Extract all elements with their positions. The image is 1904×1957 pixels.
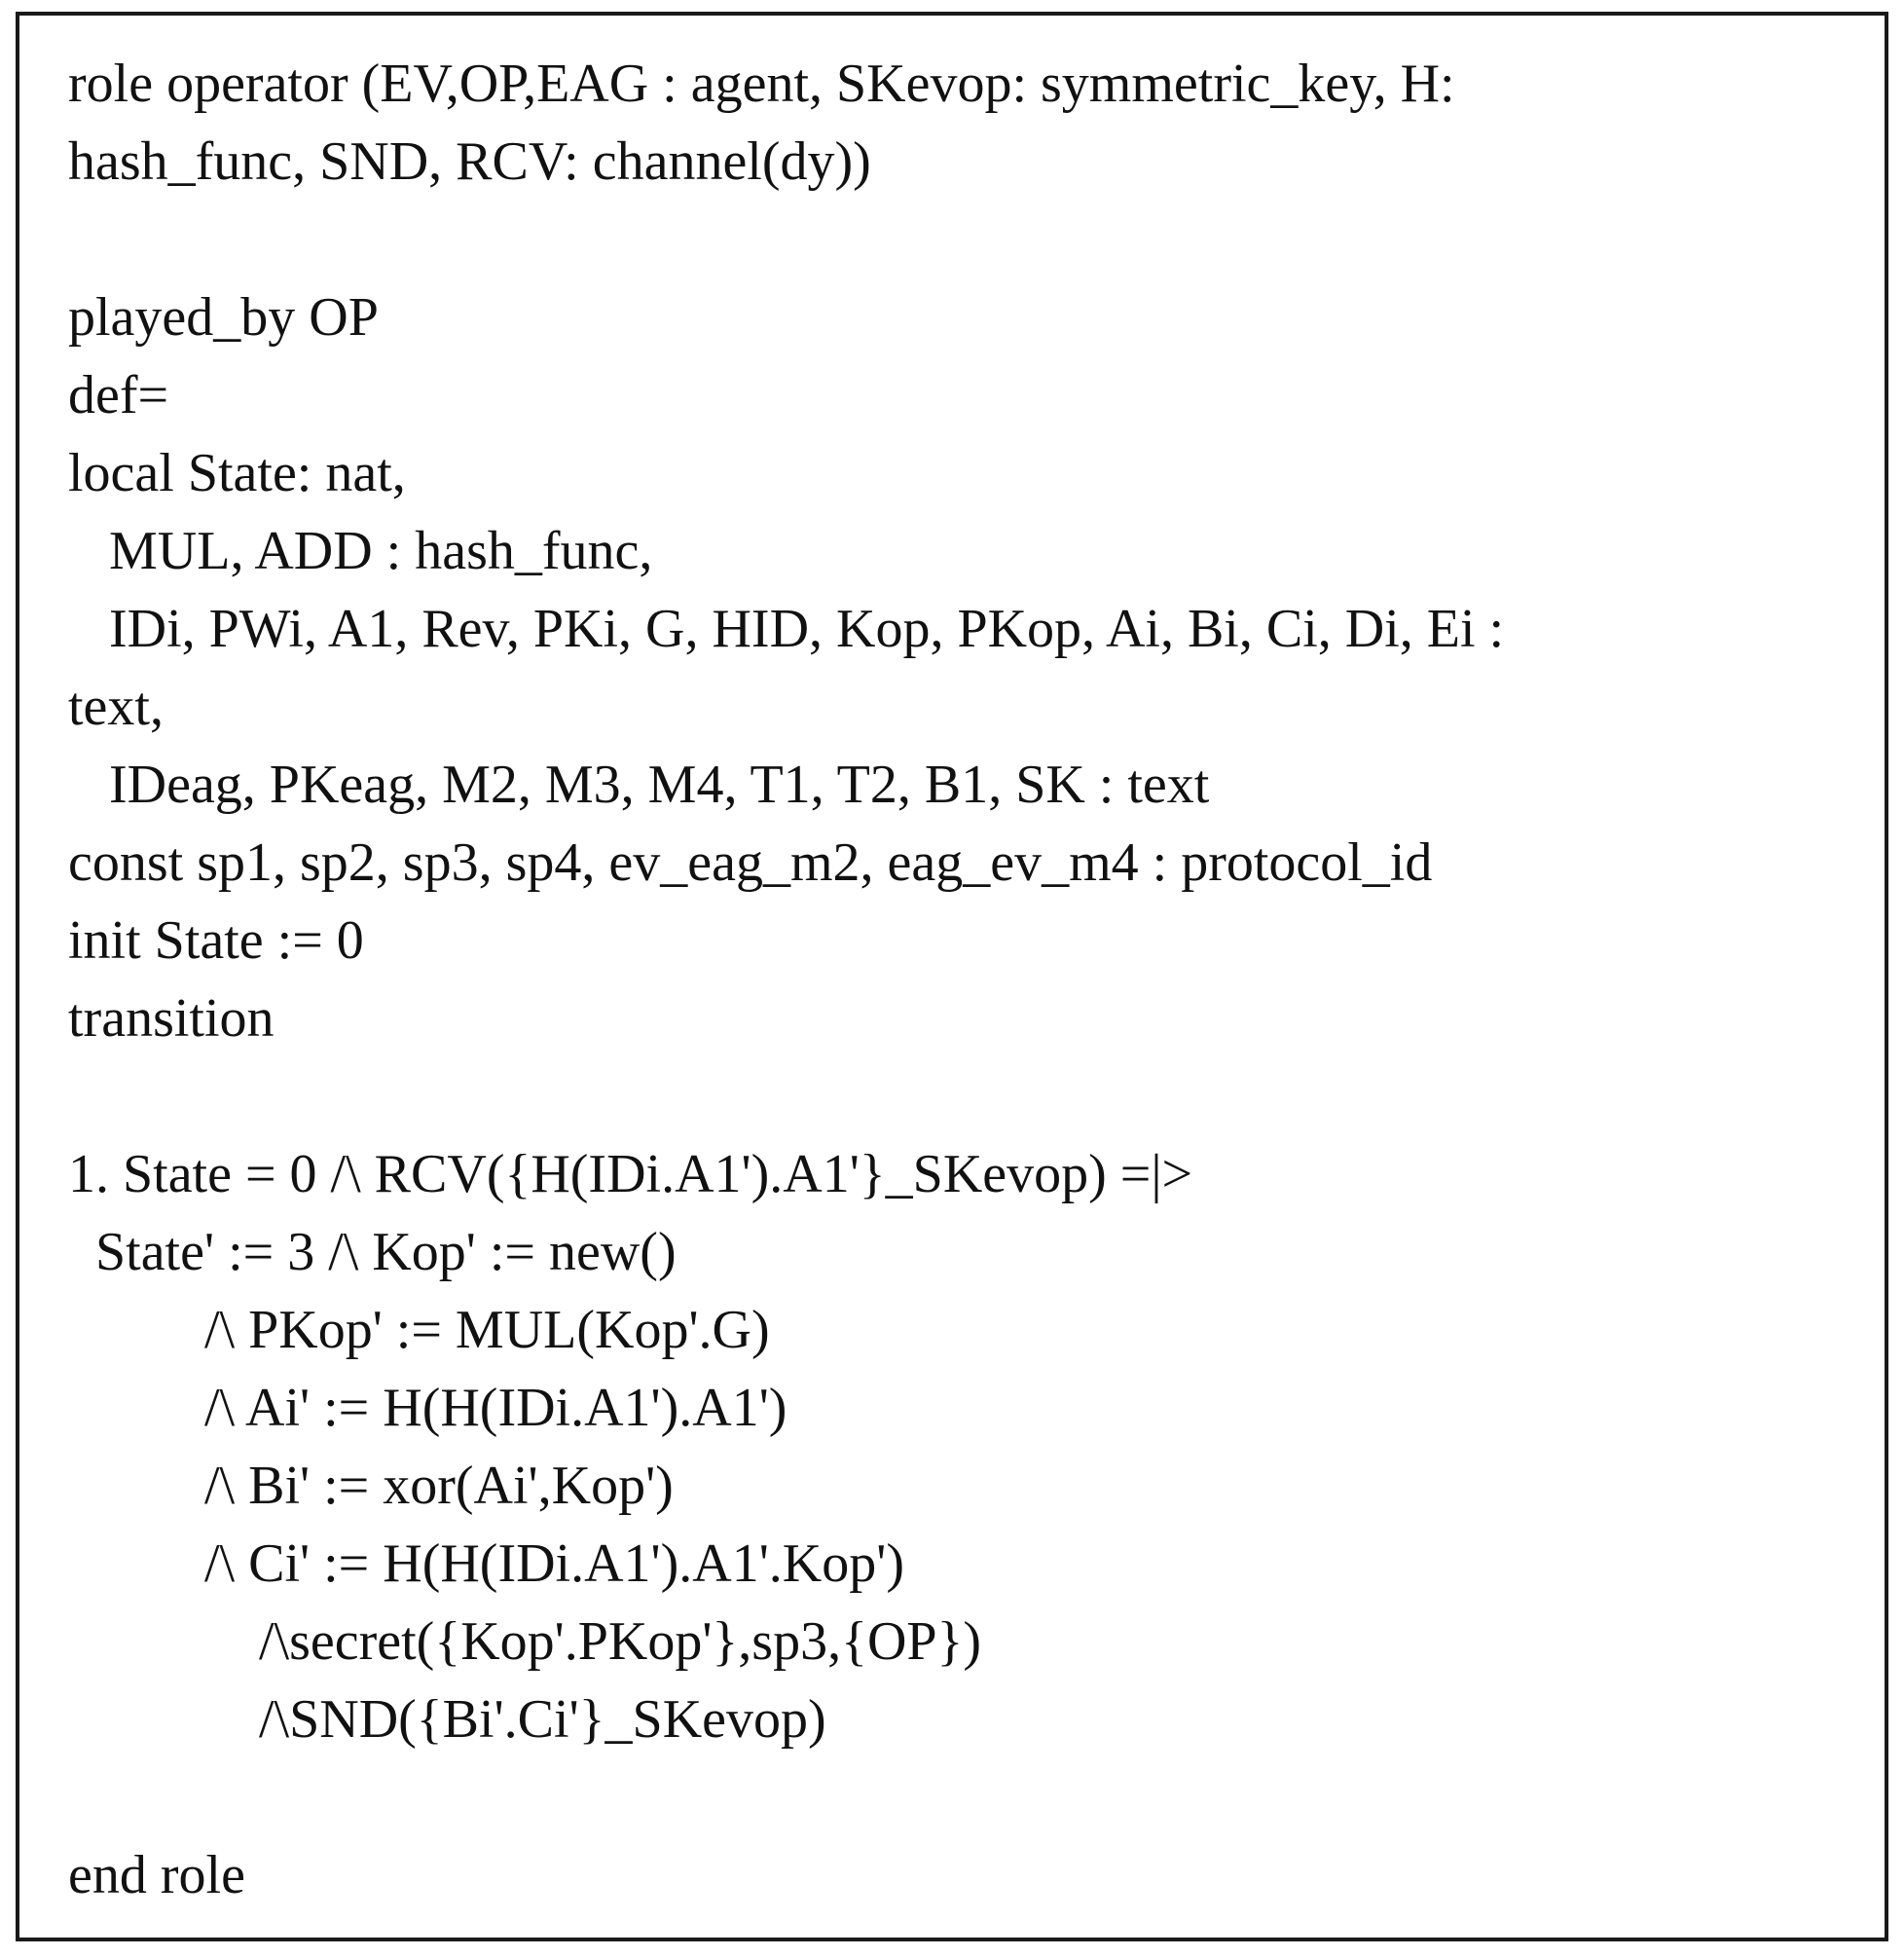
hlpsl-code-block (68, 45, 1504, 1914)
code-line-text-vars-3: IDeag, PKeag, M2, M3, M4, T1, T2, B1, SK : text (68, 755, 1210, 815)
code-line-blank (68, 201, 1504, 278)
code-line-ai: /\ Ai' := H(H(IDi.A1').A1') (68, 1378, 787, 1438)
code-line-pkop: /\ PKop' := MUL(Kop'.G) (68, 1300, 770, 1360)
code-line-played-by: played_by OP (68, 287, 379, 348)
code-line-role-header-2: hash_func, SND, RCV: channel(dy)) (68, 131, 871, 192)
code-line-blank (68, 1057, 1504, 1135)
code-frame (16, 12, 1888, 1941)
code-line-text-vars-1: IDi, PWi, A1, Rev, PKi, G, HID, Kop, PKop, Ai, Bi, Ci, Di, Ei : (68, 599, 1505, 659)
code-line-text-vars-2: text, (68, 677, 164, 737)
code-line-snd: /\SND({Bi'.Ci'}_SKevop) (68, 1689, 826, 1750)
code-line-hash-funcs: MUL, ADD : hash_func, (68, 521, 653, 581)
code-line-transition: transition (68, 988, 275, 1049)
code-line-role-header-1: role operator (EV,OP,EAG : agent, SKevop: symmetric_key, H: (68, 54, 1455, 114)
code-line-state-update: State' := 3 /\ Kop' := new() (68, 1222, 677, 1282)
code-line-init: init State := 0 (68, 910, 364, 971)
code-line-def: def= (68, 365, 169, 425)
code-line-ci: /\ Ci' := H(H(IDi.A1').A1'.Kop') (68, 1533, 904, 1594)
code-line-local-state: local State: nat, (68, 443, 406, 503)
code-line-const: const sp1, sp2, sp3, sp4, ev_eag_m2, eag_ev_m4 : protocol_id (68, 832, 1433, 893)
code-line-blank (68, 1758, 1504, 1836)
code-line-step-1: 1. State = 0 /\ RCV({H(IDi.A1').A1'}_SKevop) =|> (68, 1144, 1193, 1204)
code-line-secret: /\secret({Kop'.PKop'},sp3,{OP}) (68, 1611, 982, 1672)
code-line-end-role: end role (68, 1845, 245, 1905)
code-line-bi: /\ Bi' := xor(Ai',Kop') (68, 1456, 674, 1516)
